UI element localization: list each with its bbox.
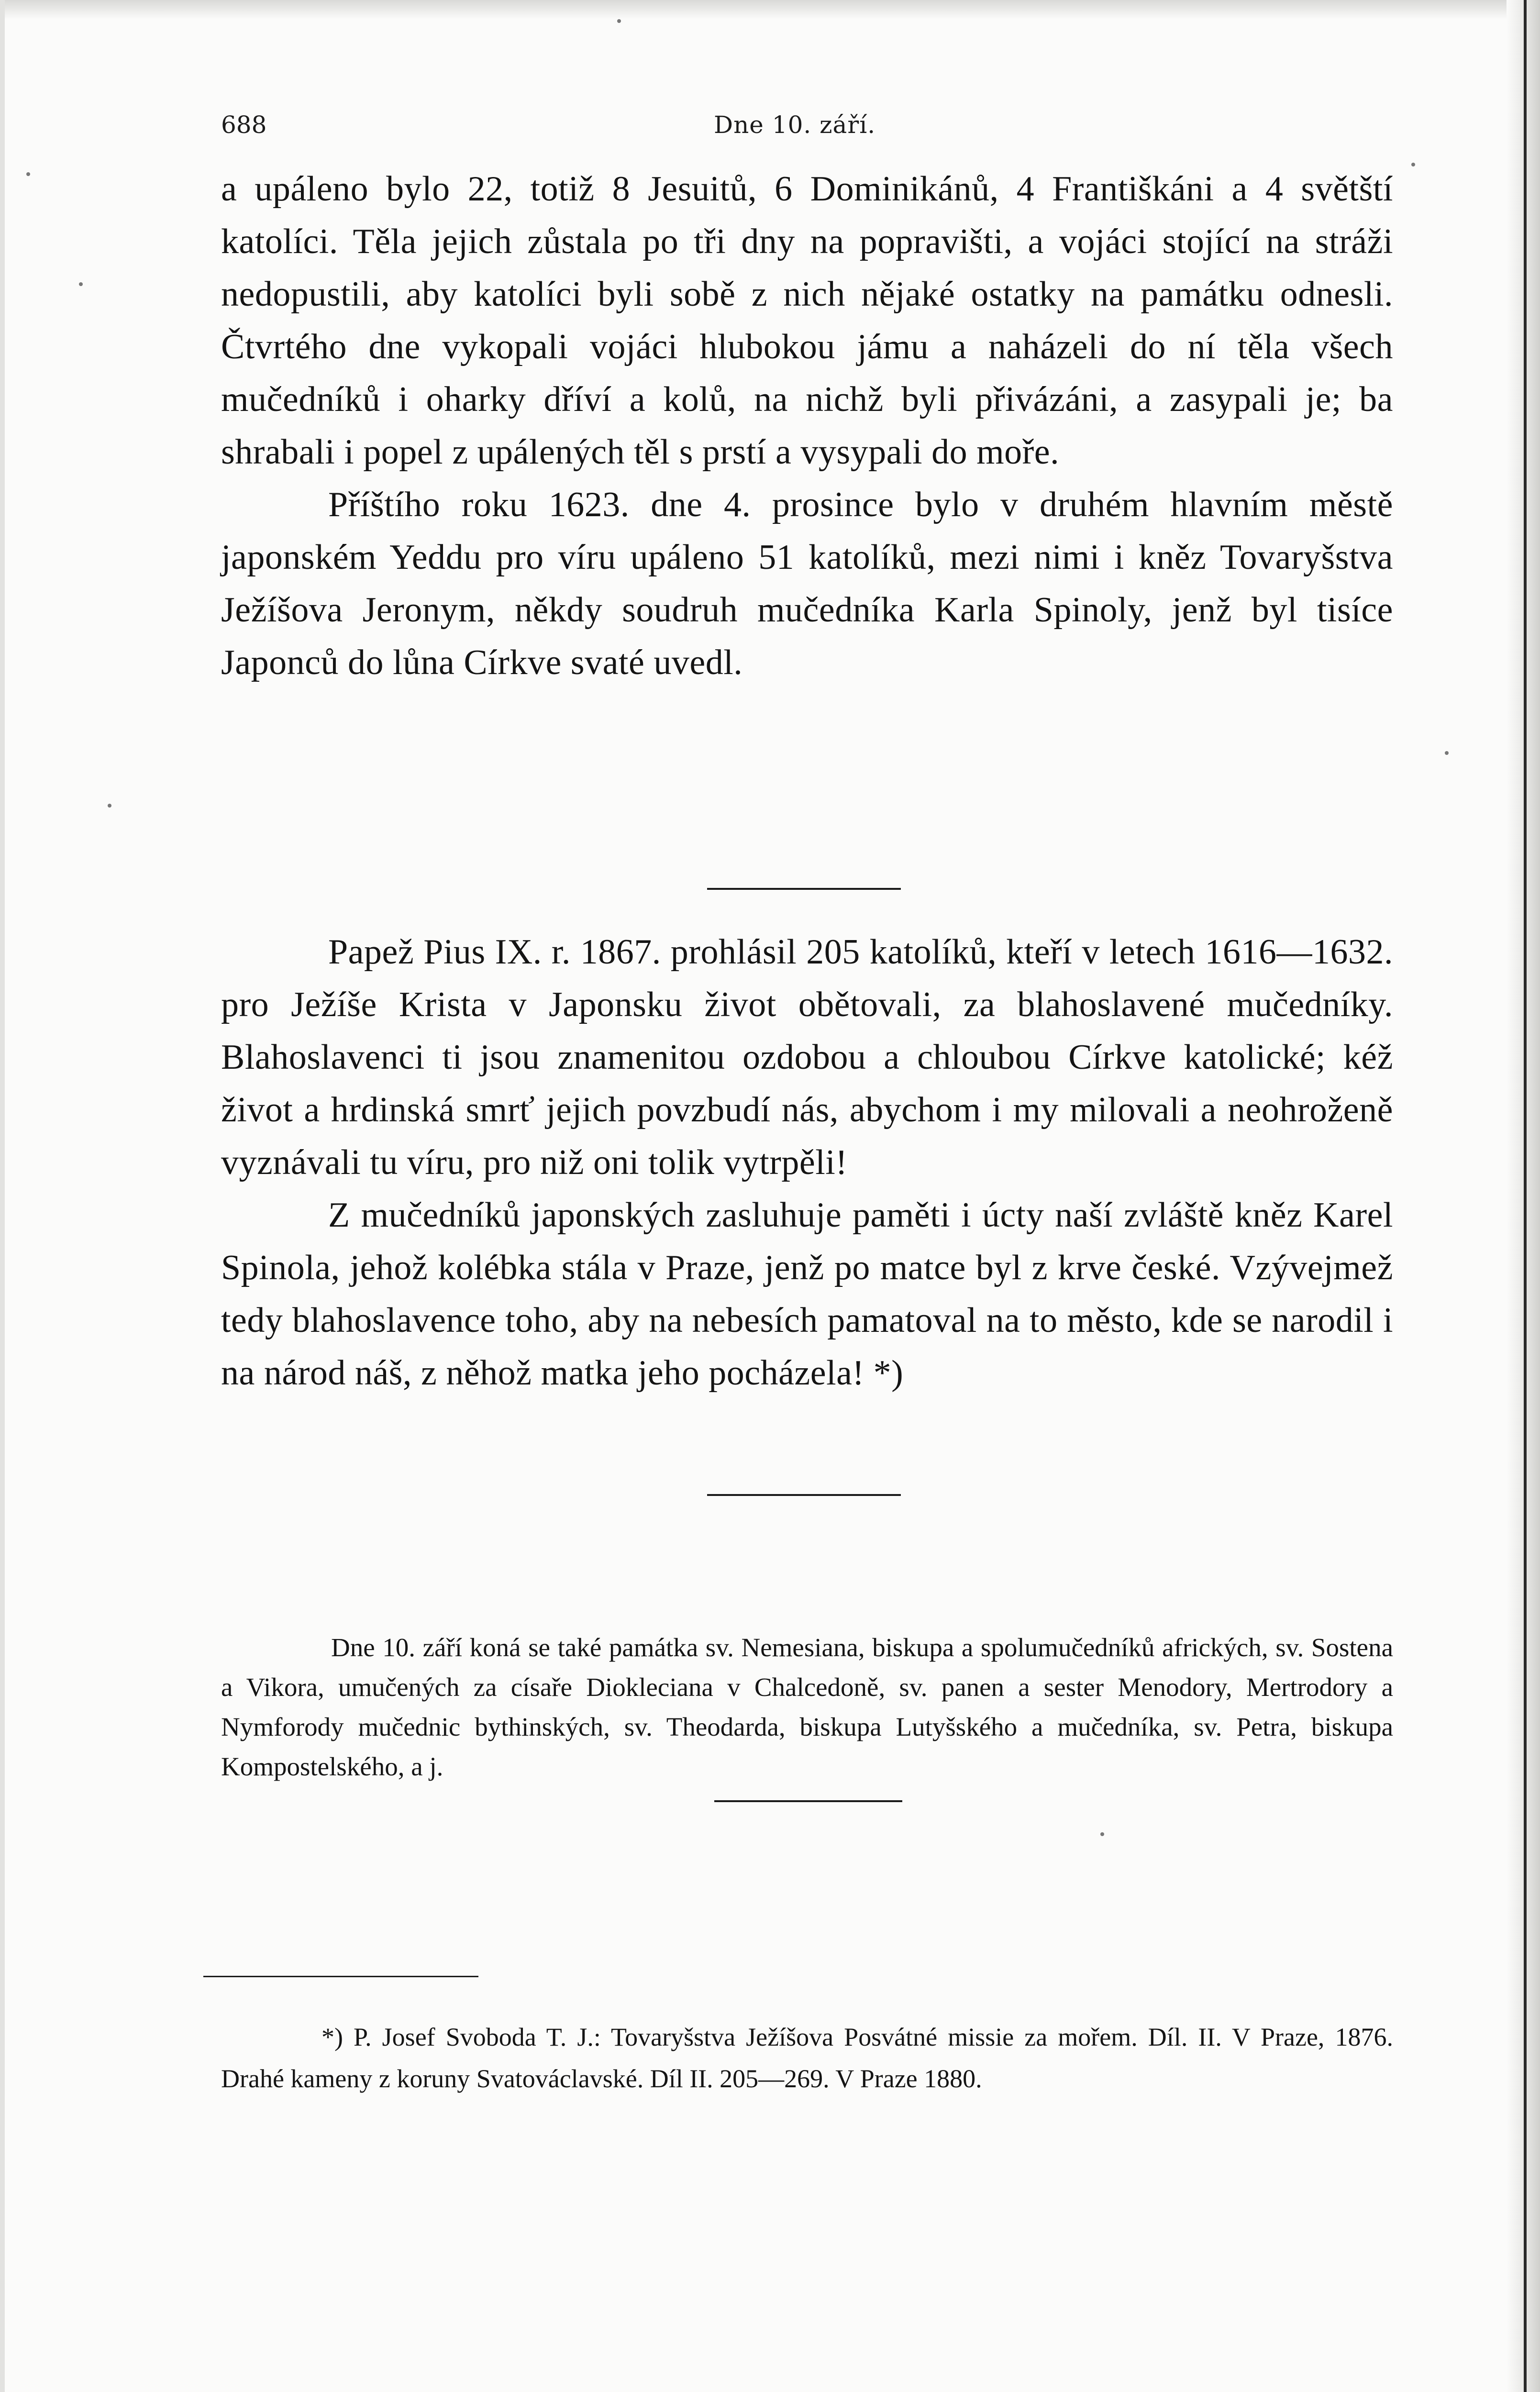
footnote-rule — [203, 1976, 478, 1977]
paragraph-karel-spinola: Z mučedníků japonských zasluhuje paměti i úcty naší zvláště kněz Karel Spinola, jehož kolébka stála v Praze, jenž po matce byl z krve české. Vzývejmež tedy blahoslavence toho, aby na nebesích pamatoval na to město, kde se narodil i na národ náš, z něhož matka jeho pocházela! *) — [221, 1196, 1393, 1393]
page-number: 688 — [221, 111, 267, 139]
section-divider — [714, 1800, 902, 1802]
scan-edge-right-line — [1524, 0, 1527, 2392]
paragraph-pius-ix: Papež Pius IX. r. 1867. prohlásil 205 katolíků, kteří v letech 1616—1632. pro Ježíše Krista v Japonsku život obětovali, za blahoslavené mučedníky. Blahoslavenci ti jsou znamenitou ozdobou a chloubou Církve katolické; kéž život a hrdinská smrť jejich povzbudí nás, abychom i my milovali a neohroženě vyznávali tu víru, pro niž oni tolik vytrpěli! — [221, 932, 1393, 1182]
main-text-lower — [221, 926, 1393, 1399]
saints-note-text: Dne 10. září koná se také památka sv. Nemesiana, biskupa a spolumučedníků afrických, sv. Sostena a Vikora, umučených za císaře Diokleciana v Chalcedoně, sv. panen a sester Menodory, Mertrodory a Nymforody mučednic bythinských, sv. Theodarda, biskupa Lutyšského a mučedníka, sv. Petra, biskupa Kompostelského, a j. — [221, 1633, 1393, 1781]
main-text-upper — [221, 163, 1393, 689]
section-divider — [707, 888, 901, 890]
paragraph-yeddu-1623: Příštího roku 1623. dne 4. prosince bylo v druhém hlavním městě japonském Yeddu pro víru upáleno 51 katolíků, mezi nimi i kněz Tovaryšstva Ježíšova Jeronym, někdy soudruh mučedníka Karla Spinoly, jenž byl tisíce Japonců do lůna Církve svaté uvedl. — [221, 485, 1393, 682]
page-header — [221, 111, 1393, 149]
running-title: Dne 10. září. — [714, 111, 876, 139]
paragraph-martyrs-burning: a upáleno bylo 22, totiž 8 Jesuitů, 6 Dominikánů, 4 Františkáni a 4 světští katolíci. Těla jejich zůstala po tři dny na popravišti, a vojáci stojící na stráži nedopustili, aby katolíci byli sobě z nich nějaké ostatky na památku odnesli. Čtvrtého dne vykopali vojáci hlubokou jámu a naházeli do ní těla všech mučedníků i oharky dříví a kolů, na nichž byli přivázáni, a zasypali je; ba shrabali i popel z upálených těl s prstí a vysypali do moře. — [221, 169, 1393, 472]
scan-edge-top — [0, 0, 1540, 19]
saints-of-the-day-note — [221, 1628, 1393, 1786]
footnote — [221, 2016, 1393, 2100]
section-divider — [707, 1494, 901, 1496]
footnote-text: *) P. Josef Svoboda T. J.: Tovaryšstva Ježíšova Posvátné missie za mořem. Díl. II. V Praze, 1876. Drahé kameny z koruny Svatováclavské. Díl II. 205—269. V Praze 1880. — [221, 2023, 1393, 2093]
scan-edge-left — [0, 0, 5, 2392]
scan-edge-right — [1507, 0, 1540, 2392]
